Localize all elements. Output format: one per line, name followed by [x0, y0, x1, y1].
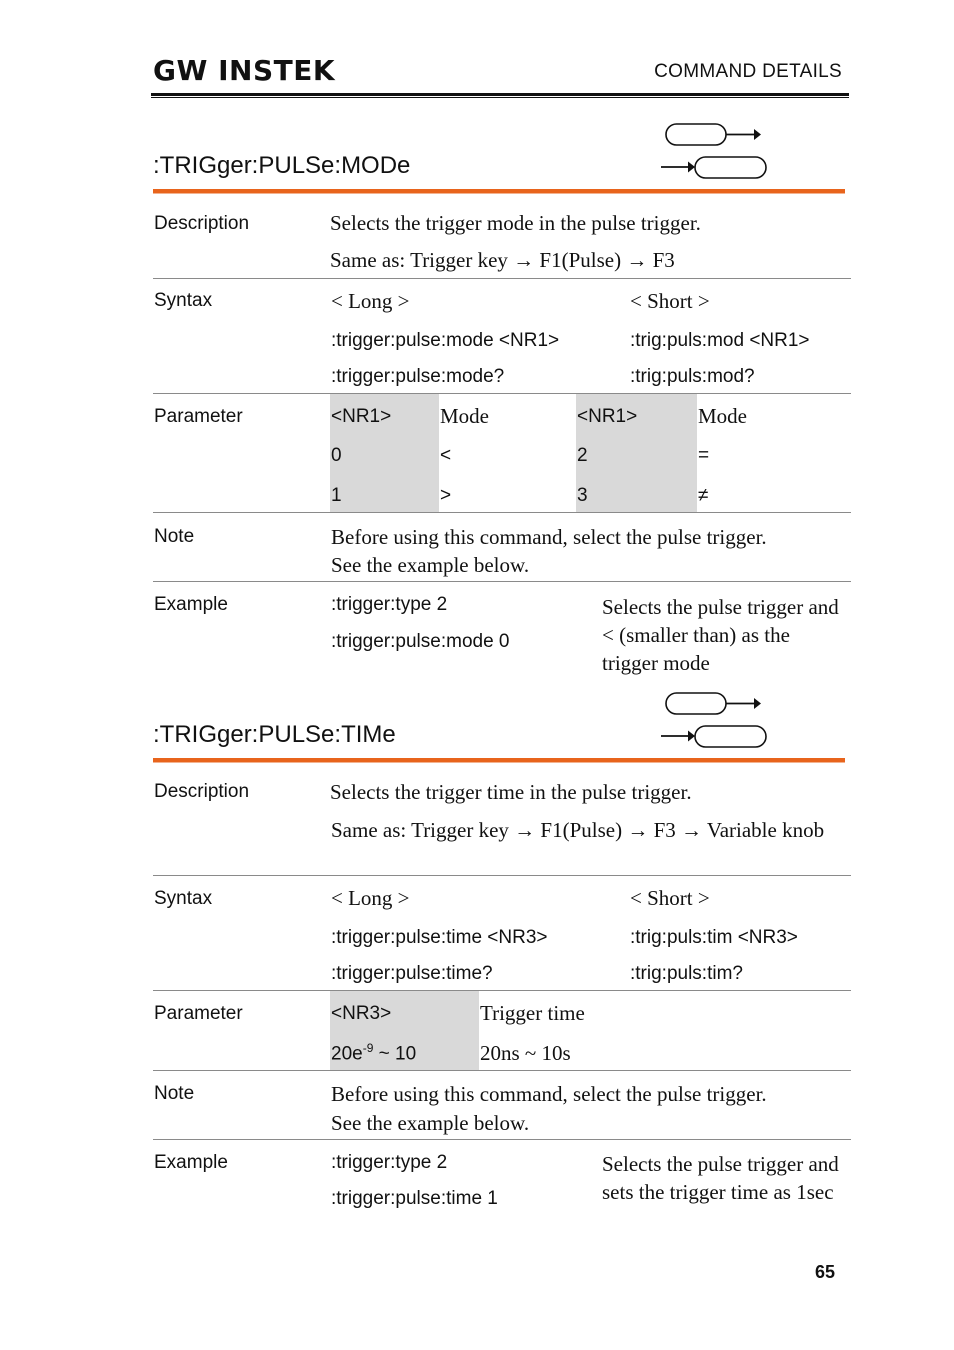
header-rule [151, 93, 849, 96]
param-header-mode-b: Mode [698, 404, 747, 428]
short-query-command: :trig:puls:tim? [630, 963, 743, 984]
row-divider [153, 512, 851, 513]
row-divider [153, 1070, 851, 1071]
param-mode-symbol: < [440, 445, 452, 466]
short-query-command: :trig:puls:mod? [630, 366, 755, 387]
description-text: Selects the trigger mode in the pulse trigger. [330, 211, 701, 235]
example-label: Example [154, 594, 228, 615]
page-number: 65 [814, 1262, 835, 1282]
short-set-command: :trig:puls:tim <NR3> [630, 927, 798, 948]
param-header-nr1-b: <NR1> [577, 406, 638, 427]
note-label: Note [154, 1083, 195, 1104]
set-command-icon [660, 691, 768, 719]
param-value: 1 [331, 485, 342, 506]
query-command-icon [660, 724, 768, 752]
parameter-label: Parameter [154, 406, 243, 427]
description-label: Description [154, 781, 250, 802]
param-value: 2 [577, 445, 588, 466]
param-value: 3 [577, 485, 588, 506]
query-command-icon [660, 155, 768, 183]
row-divider [153, 990, 851, 991]
param-range [331, 1041, 416, 1065]
example-command: :trigger:pulse:mode 0 [331, 631, 510, 652]
same-as-text: Same as: Trigger key → F1(Pulse) → F3 → Variable knob [331, 818, 825, 842]
example-description: Selects the pulse trigger and < (smaller than) as the trigger mode [602, 595, 839, 675]
same-as-text: Same as: Trigger key → F1(Pulse) → F3 [330, 248, 675, 272]
syntax-label: Syntax [154, 290, 213, 311]
row-divider [153, 1139, 851, 1140]
short-form-header: < Short > [630, 289, 710, 313]
syntax-label: Syntax [154, 888, 213, 909]
short-form-header: < Short > [630, 886, 710, 910]
param-mode-symbol: > [440, 485, 452, 506]
param-mode-symbol: = [698, 445, 710, 466]
long-form-header: < Long > [331, 886, 410, 910]
note-text: Before using this command, select the pulse trigger. See the example below. [331, 1082, 767, 1135]
example-command: :trigger:type 2 [331, 1152, 448, 1173]
long-set-command: :trigger:pulse:time <NR3> [331, 927, 548, 948]
example-label: Example [154, 1152, 228, 1173]
row-divider [153, 581, 851, 582]
note-text: Before using this command, select the pulse trigger. See the example below. [331, 525, 767, 577]
long-query-command: :trigger:pulse:mode? [331, 366, 505, 387]
param-range-base: 20e [331, 1043, 363, 1065]
param-range-exponent: -9 [362, 1041, 374, 1055]
param-header-mode-a: Mode [440, 404, 489, 428]
long-set-command: :trigger:pulse:mode <NR1> [331, 330, 560, 351]
description-text: Selects the trigger time in the pulse trigger. [330, 780, 692, 804]
example-description: Selects the pulse trigger and sets the trigger time as 1sec [602, 1152, 839, 1204]
note-label: Note [154, 526, 195, 547]
param-range-rest: ~ 10 [373, 1043, 417, 1065]
example-command: :trigger:type 2 [331, 594, 448, 615]
section-rule [153, 189, 845, 193]
short-set-command: :trig:puls:mod <NR1> [630, 330, 810, 351]
param-mode-symbol: ≠ [698, 485, 709, 506]
param-time-range: 20ns ~ 10s [480, 1041, 571, 1065]
long-form-header: < Long > [331, 289, 410, 313]
row-divider [153, 278, 851, 279]
parameter-label: Parameter [154, 1003, 243, 1024]
long-query-command: :trigger:pulse:time? [331, 963, 493, 984]
chapter-title: COMMAND DETAILS [654, 61, 842, 82]
param-header-nr1-a: <NR1> [331, 406, 392, 427]
example-command: :trigger:pulse:time 1 [331, 1188, 498, 1209]
param-value: 0 [331, 445, 342, 466]
brand-logo: GW INSTEK [153, 54, 336, 87]
param-header-nr3: <NR3> [331, 1003, 392, 1024]
command-title: :TRIGger:PULSe:TIMe [153, 721, 396, 748]
param-header-trigger-time: Trigger time [480, 1001, 585, 1025]
command-title: :TRIGger:PULSe:MODe [153, 152, 411, 179]
row-divider [153, 875, 851, 876]
description-label: Description [154, 213, 250, 234]
section-rule [153, 758, 845, 762]
header-rule-thin [151, 97, 849, 98]
row-divider [153, 393, 851, 394]
